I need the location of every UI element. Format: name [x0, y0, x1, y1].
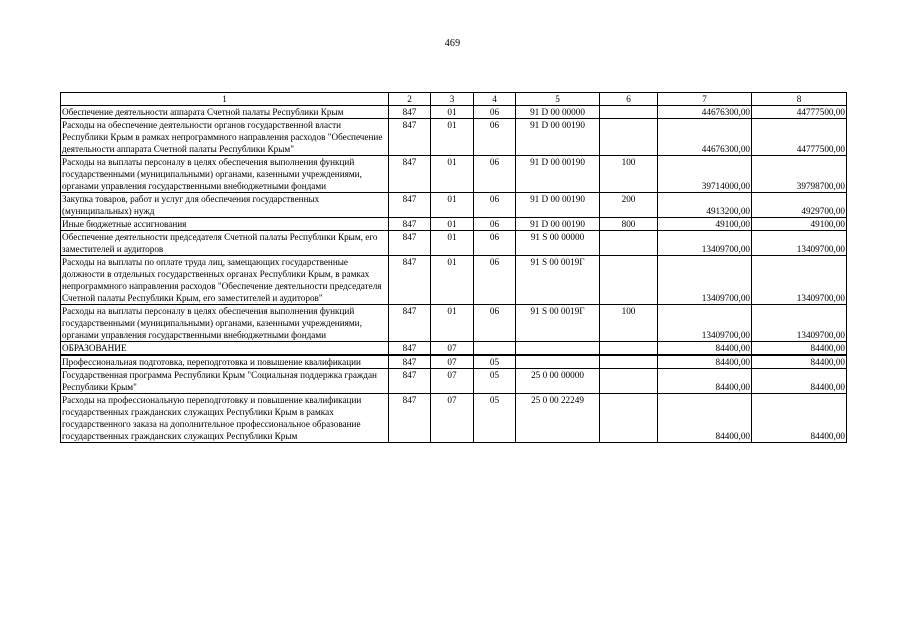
header-cell: 3 — [431, 93, 474, 106]
cell-col-6 — [600, 394, 658, 443]
table-row — [61, 342, 847, 356]
cell-col-5: 91 D 00 00190 — [516, 218, 600, 231]
cell-col-7: 4913200,00 — [658, 193, 752, 218]
cell-col-7: 13409700,00 — [658, 256, 752, 305]
cell-name: Расходы на выплаты по оплате труда лиц, замещающих государственные должности в отдельных государственных органах Республики Крым, в рамках непрограммного направления расходов "Обеспечение деятельности председателя Счетной палаты Республики Крым, его заместителей и аудиторов" — [61, 256, 389, 305]
cell-col-8: 13409700,00 — [752, 231, 847, 256]
header-cell: 7 — [658, 93, 752, 106]
table-row — [61, 106, 847, 119]
cell-col-8: 13409700,00 — [752, 305, 847, 342]
budget-table — [60, 92, 847, 443]
cell-col-6 — [600, 369, 658, 394]
cell-col-6: 100 — [600, 156, 658, 193]
page-number: 469 — [444, 38, 461, 49]
cell-col-2: 847 — [389, 369, 431, 394]
cell-col-7: 13409700,00 — [658, 231, 752, 256]
cell-name: Иные бюджетные ассигнования — [61, 218, 389, 231]
cell-col-2: 847 — [389, 193, 431, 218]
cell-col-8: 39798700,00 — [752, 156, 847, 193]
cell-name: Обеспечение деятельности председателя Счетной палаты Республики Крым, его заместителей и аудиторов — [61, 231, 389, 256]
cell-name: Закупка товаров, работ и услуг для обеспечения государственных (муниципальных) нужд — [61, 193, 389, 218]
table-row — [61, 218, 847, 231]
cell-col-3: 01 — [431, 231, 474, 256]
table-row — [61, 355, 847, 369]
cell-col-5: 91 D 00 00000 — [516, 106, 600, 119]
cell-col-2: 847 — [389, 394, 431, 443]
cell-col-8: 49100,00 — [752, 218, 847, 231]
cell-col-7: 49100,00 — [658, 218, 752, 231]
cell-col-3: 01 — [431, 193, 474, 218]
cell-col-7: 84400,00 — [658, 369, 752, 394]
cell-col-5: 25 0 00 22249 — [516, 394, 600, 443]
table-row — [61, 394, 847, 443]
cell-col-5 — [516, 342, 600, 356]
cell-col-7: 44676300,00 — [658, 106, 752, 119]
cell-col-2: 847 — [389, 342, 431, 356]
cell-col-6 — [600, 106, 658, 119]
table-row — [61, 256, 847, 305]
cell-col-6 — [600, 342, 658, 356]
cell-col-3: 01 — [431, 106, 474, 119]
cell-name: Расходы на выплаты персоналу в целях обеспечения выполнения функций государственными (муниципальными) органами, казенными учреждениями, органами управления государственными внебюджетными фондами — [61, 156, 389, 193]
cell-name: Расходы на профессиональную переподготовку и повышение квалификации государственных гражданских служащих Республики Крым в рамках государственного заказа на дополнительное профессиональное образование государственных гражданских служащих Республики Крым — [61, 394, 389, 443]
cell-col-4: 06 — [474, 156, 516, 193]
header-cell: 1 — [61, 93, 389, 106]
cell-col-7: 13409700,00 — [658, 305, 752, 342]
cell-name: Государственная программа Республики Крым "Социальная поддержка граждан Республики Крым" — [61, 369, 389, 394]
cell-name: Профессиональная подготовка, переподготовка и повышение квалификации — [61, 355, 389, 369]
cell-col-6 — [600, 119, 658, 156]
cell-name: Обеспечение деятельности аппарата Счетной палаты Республики Крым — [61, 106, 389, 119]
cell-col-2: 847 — [389, 231, 431, 256]
cell-col-6 — [600, 355, 658, 369]
cell-col-8: 84400,00 — [752, 369, 847, 394]
cell-col-8: 84400,00 — [752, 355, 847, 369]
cell-col-2: 847 — [389, 119, 431, 156]
cell-col-6: 800 — [600, 218, 658, 231]
cell-col-6 — [600, 256, 658, 305]
cell-col-5: 25 0 00 00000 — [516, 369, 600, 394]
cell-col-8: 44777500,00 — [752, 119, 847, 156]
cell-col-4: 05 — [474, 394, 516, 443]
cell-col-5: 91 S 00 00000 — [516, 231, 600, 256]
cell-col-7: 84400,00 — [658, 342, 752, 356]
cell-name: Расходы на обеспечение деятельности органов государственной власти Республики Крым в рамках непрограммного направления расходов "Обеспечение деятельности аппарата Счетной палаты Республики Крым" — [61, 119, 389, 156]
cell-col-2: 847 — [389, 355, 431, 369]
cell-col-7: 84400,00 — [658, 355, 752, 369]
cell-col-4: 06 — [474, 218, 516, 231]
cell-col-4 — [474, 342, 516, 356]
table-row — [61, 305, 847, 342]
table-row — [61, 231, 847, 256]
cell-col-5: 91 S 00 0019Г — [516, 256, 600, 305]
cell-col-2: 847 — [389, 156, 431, 193]
cell-col-3: 07 — [431, 342, 474, 356]
header-cell: 5 — [516, 93, 600, 106]
header-cell: 4 — [474, 93, 516, 106]
cell-col-4: 06 — [474, 106, 516, 119]
table-row — [61, 369, 847, 394]
cell-col-3: 01 — [431, 256, 474, 305]
cell-col-7: 44676300,00 — [658, 119, 752, 156]
cell-col-8: 13409700,00 — [752, 256, 847, 305]
cell-col-4: 06 — [474, 256, 516, 305]
cell-col-8: 4929700,00 — [752, 193, 847, 218]
header-cell: 8 — [752, 93, 847, 106]
cell-col-3: 07 — [431, 355, 474, 369]
cell-col-5: 91 D 00 00190 — [516, 156, 600, 193]
cell-col-5 — [516, 355, 600, 369]
cell-col-3: 01 — [431, 119, 474, 156]
table-row — [61, 119, 847, 156]
cell-col-4: 06 — [474, 305, 516, 342]
cell-col-7: 84400,00 — [658, 394, 752, 443]
cell-col-6 — [600, 231, 658, 256]
cell-col-7: 39714000,00 — [658, 156, 752, 193]
cell-col-3: 07 — [431, 394, 474, 443]
cell-col-3: 01 — [431, 156, 474, 193]
cell-col-2: 847 — [389, 305, 431, 342]
table-row — [61, 193, 847, 218]
cell-col-2: 847 — [389, 256, 431, 305]
cell-col-4: 05 — [474, 355, 516, 369]
cell-col-4: 06 — [474, 231, 516, 256]
cell-col-5: 91 D 00 00190 — [516, 119, 600, 156]
cell-name: ОБРАЗОВАНИЕ — [61, 342, 389, 356]
cell-col-6: 200 — [600, 193, 658, 218]
cell-col-8: 84400,00 — [752, 394, 847, 443]
cell-col-4: 06 — [474, 119, 516, 156]
table-header-row — [61, 93, 847, 106]
cell-col-4: 06 — [474, 193, 516, 218]
header-cell: 2 — [389, 93, 431, 106]
cell-col-8: 84400,00 — [752, 342, 847, 356]
cell-col-3: 01 — [431, 305, 474, 342]
table-row — [61, 156, 847, 193]
cell-col-2: 847 — [389, 218, 431, 231]
cell-col-5: 91 S 00 0019Г — [516, 305, 600, 342]
cell-col-5: 91 D 00 00190 — [516, 193, 600, 218]
cell-col-6: 100 — [600, 305, 658, 342]
cell-col-8: 44777500,00 — [752, 106, 847, 119]
cell-col-3: 07 — [431, 369, 474, 394]
cell-col-4: 05 — [474, 369, 516, 394]
cell-name: Расходы на выплаты персоналу в целях обеспечения выполнения функций государственными (муниципальными) органами, казенными учреждениями, органами управления государственными внебюджетными фондами — [61, 305, 389, 342]
header-cell: 6 — [600, 93, 658, 106]
cell-col-3: 01 — [431, 218, 474, 231]
cell-col-2: 847 — [389, 106, 431, 119]
